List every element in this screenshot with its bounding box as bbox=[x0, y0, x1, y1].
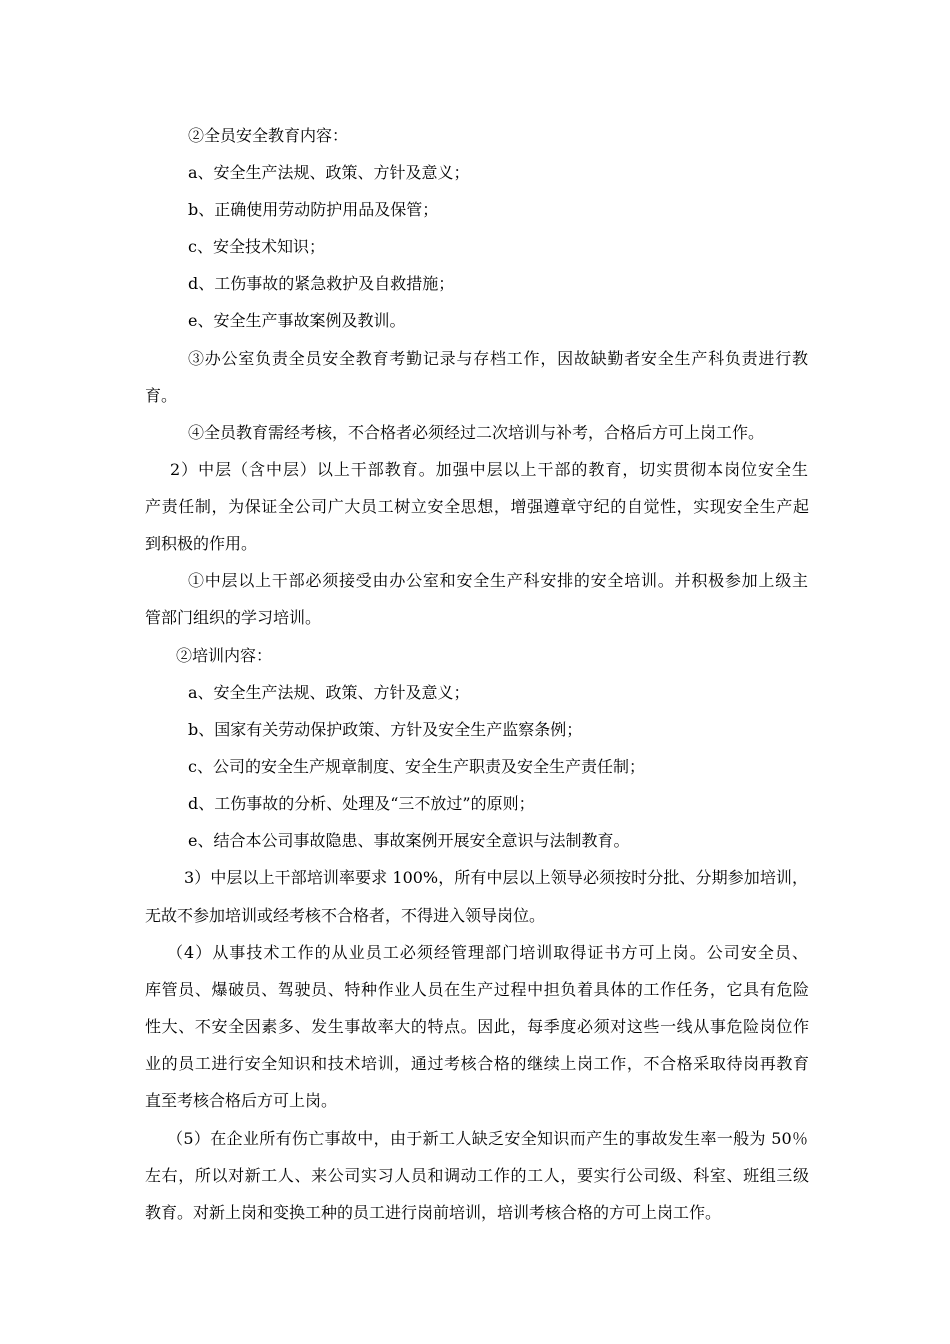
text-line: a、安全生产法规、政策、方针及意义； bbox=[188, 163, 470, 182]
text-line: ②培训内容： bbox=[176, 646, 273, 665]
text-line: 3）中层以上干部培训率要求 100%，所有中层以上领导必须按时分批、分期参加培训， bbox=[184, 868, 808, 887]
text-line: 直至考核合格后方可上岗。 bbox=[145, 1091, 338, 1110]
text-line: 业的员工进行安全知识和技术培训，通过考核合格的继续上岗工作，不合格采取待岗再教育 bbox=[145, 1054, 809, 1073]
text-line: a、安全生产法规、政策、方针及意义； bbox=[188, 683, 470, 702]
text-line: ④全员教育需经考核，不合格者必须经过二次培训与补考，合格后方可上岗工作。 bbox=[188, 423, 765, 442]
text-line: b、正确使用劳动防护用品及保管； bbox=[188, 200, 439, 219]
text-line: 无故不参加培训或经考核不合格者，不得进入领导岗位。 bbox=[145, 906, 546, 925]
text-line: e、安全生产事故案例及教训。 bbox=[188, 311, 406, 330]
text-line: 到积极的作用。 bbox=[145, 534, 258, 553]
text-line: d、工伤事故的紧急救护及自救措施； bbox=[188, 274, 455, 293]
text-line: b、国家有关劳动保护政策、方针及安全生产监察条例； bbox=[188, 720, 583, 739]
text-line: c、公司的安全生产规章制度、安全生产职责及安全生产责任制； bbox=[188, 757, 645, 776]
text-line: （4）从事技术工作的从业员工必须经管理部门培训取得证书方可上岗。公司安全员、 bbox=[167, 943, 808, 962]
text-line: （5）在企业所有伤亡事故中，由于新工人缺乏安全知识而产生的事故发生率一般为 50％ bbox=[167, 1129, 808, 1148]
text-line: ①中层以上干部必须接受由办公室和安全生产科安排的安全培训。并积极参加上级主 bbox=[188, 571, 808, 590]
text-line: d、工伤事故的分析、处理及“三不放过”的原则； bbox=[188, 794, 535, 813]
text-line: 管部门组织的学习培训。 bbox=[145, 608, 322, 627]
text-line: c、安全技术知识； bbox=[188, 237, 325, 256]
text-line: 左右，所以对新工人、来公司实习人员和调动工作的工人，要实行公司级、科室、班组三级 bbox=[145, 1166, 809, 1185]
text-line: 产责任制，为保证全公司广大员工树立安全思想，增强遵章守纪的自觉性，实现安全生产起 bbox=[145, 497, 809, 516]
text-line: 库管员、爆破员、驾驶员、特种作业人员在生产过程中担负着具体的工作任务，它具有危险 bbox=[145, 980, 809, 999]
text-line: 育。 bbox=[145, 386, 178, 405]
text-line: ②全员安全教育内容： bbox=[188, 126, 349, 145]
text-line: ③办公室负责全员安全教育考勤记录与存档工作，因故缺勤者安全生产科负责进行教 bbox=[188, 349, 808, 368]
text-line: e、结合本公司事故隐患、事故案例开展安全意识与法制教育。 bbox=[188, 831, 630, 850]
text-line: 教育。对新上岗和变换工种的员工进行岗前培训，培训考核合格的方可上岗工作。 bbox=[145, 1203, 722, 1222]
text-line: 2）中层（含中层）以上干部教育。加强中层以上干部的教育，切实贯彻本岗位安全生 bbox=[170, 460, 808, 479]
text-line: 性大、不安全因素多、发生事故率大的特点。因此，每季度必须对这些一线从事危险岗位作 bbox=[145, 1017, 809, 1036]
